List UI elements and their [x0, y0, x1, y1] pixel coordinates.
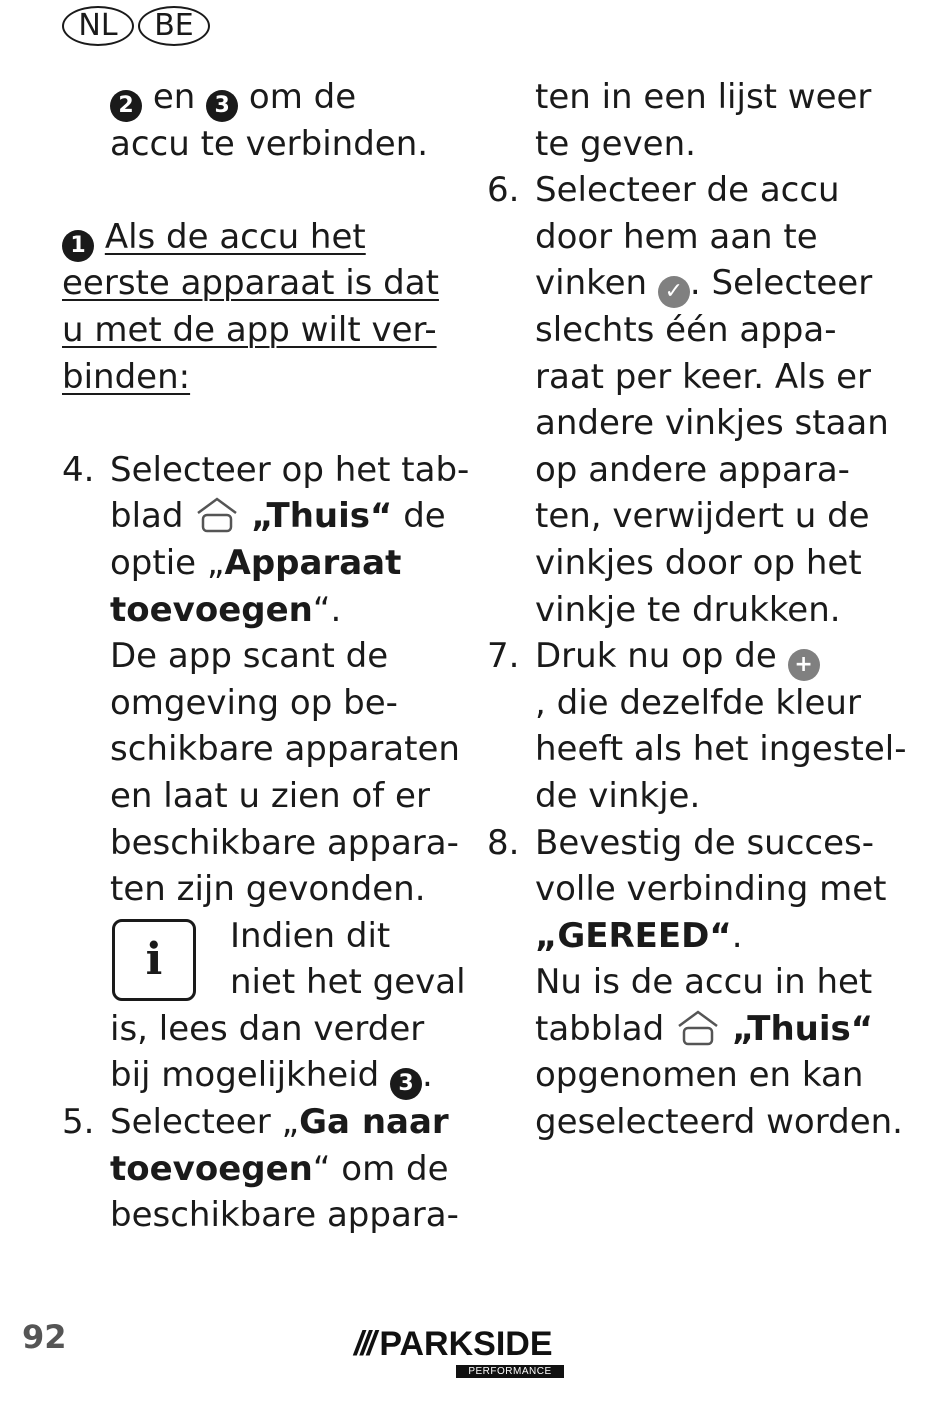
step-6-line: slechts één appa-	[535, 309, 837, 350]
step-8-line	[487, 820, 887, 867]
checkmark-circle-icon: ✓	[658, 276, 690, 308]
home-icon	[194, 495, 240, 535]
step-number: 7.	[487, 636, 520, 677]
step-5-line	[62, 1146, 462, 1193]
step-4-line: is, lees dan verder	[110, 1008, 425, 1049]
step-4-line: en laat u zien of er	[110, 775, 430, 816]
step-4-line: omgeving op be-	[110, 682, 398, 723]
callout-heading	[62, 354, 462, 401]
text: . Selecteer	[689, 263, 873, 304]
circle-3-icon: 3	[206, 90, 238, 122]
info-line: Indien dit	[230, 915, 391, 956]
callout-heading	[62, 307, 462, 354]
logo-performance-tag: PERFORMANCE	[456, 1365, 564, 1378]
left-column	[62, 74, 470, 1239]
logo-brand	[354, 1326, 566, 1362]
continued-line: accu te verbinden.	[110, 123, 429, 164]
text: Druk nu op de	[535, 636, 777, 677]
callout-text: binden:	[62, 356, 191, 397]
bold-text: „Thuis“	[251, 496, 393, 537]
text: Selecteer op het tab-	[110, 449, 470, 490]
text: de	[403, 496, 446, 537]
step-6-line: vinkjes door op het	[535, 542, 862, 583]
language-badge-nl: NL	[62, 6, 134, 46]
circle-3-icon: 3	[390, 1068, 422, 1100]
plus-circle-icon: +	[788, 649, 820, 681]
callout-text: eerste apparaat is dat	[62, 263, 439, 304]
info-note	[62, 913, 466, 1006]
step-4-line: De app scant de	[110, 636, 389, 677]
text: vinken	[535, 263, 648, 304]
callout-text: u met de app wilt ver-	[62, 309, 437, 350]
step-number: 8.	[487, 822, 520, 863]
info-line: niet het geval	[230, 962, 466, 1003]
text: “.	[312, 589, 342, 630]
logo-slashes: ///	[354, 1325, 374, 1363]
circle-2-icon: 2	[110, 90, 142, 122]
parkside-logo	[354, 1326, 566, 1382]
text: Bevestig de succes-	[535, 822, 875, 863]
step-4-line	[62, 1052, 462, 1099]
spacer	[62, 400, 462, 447]
step-8-line	[487, 913, 887, 960]
step-6-line: door hem aan te	[535, 216, 818, 257]
step-4-line	[62, 587, 462, 634]
step-8-line: Nu is de accu in het	[535, 962, 873, 1003]
step-4-line	[62, 540, 462, 587]
bold-text: „Thuis“	[731, 1008, 874, 1049]
step-4-line: beschikbare appara-	[110, 822, 459, 863]
bold-text: Ga naar	[299, 1102, 449, 1143]
text: bij mogelijkheid	[110, 1055, 380, 1096]
step-8-line: geselecteerd worden.	[535, 1102, 903, 1143]
bold-text: Apparaat	[224, 542, 402, 583]
step-8-line: opgenomen en kan	[535, 1055, 864, 1096]
step-6-line: raat per keer. Als er	[535, 356, 871, 397]
spacer	[62, 167, 462, 214]
text: blad	[110, 496, 184, 537]
step-6-line	[487, 260, 887, 307]
callout-heading	[62, 260, 462, 307]
bold-text: toevoegen	[110, 1148, 313, 1189]
text: en	[152, 77, 196, 117]
text: Selecteer „	[110, 1102, 300, 1143]
callout-heading	[62, 214, 462, 261]
step-5-line: beschikbare appara-	[110, 1195, 459, 1236]
step-number: 5.	[62, 1102, 95, 1143]
home-icon	[675, 1008, 721, 1048]
text: .	[731, 915, 743, 956]
step-6-line: ten, verwijdert u de	[535, 496, 870, 537]
step-4-line: schikbare apparaten	[110, 729, 460, 770]
step-number: 4.	[62, 449, 95, 490]
step-6-line	[487, 167, 887, 214]
step-8-line	[487, 1006, 887, 1053]
step-7-line: , die dezelfde kleur	[535, 682, 861, 723]
step-7-line: de vinkje.	[535, 775, 701, 816]
language-badge-be: BE	[138, 6, 210, 46]
text: optie „	[110, 542, 225, 583]
step-4-line: ten zijn gevonden.	[110, 869, 426, 910]
text: tabblad	[535, 1008, 665, 1049]
info-icon: i	[112, 919, 196, 1001]
logo-wordmark: PARKSIDE	[379, 1325, 553, 1363]
callout-text: Als de accu het	[104, 216, 366, 257]
page-number: 92	[22, 1318, 67, 1356]
step-8-line: volle verbinding met	[535, 869, 887, 910]
right-column	[487, 74, 907, 1146]
step-6-line: op andere appara-	[535, 449, 850, 490]
text: .	[422, 1055, 433, 1096]
step-7-line: heeft als het ingestel-	[535, 729, 907, 770]
step-number: 6.	[487, 170, 520, 211]
step-6-line: andere vinkjes staan	[535, 403, 889, 444]
continued-line: ten in een lijst weer	[535, 77, 872, 117]
text: Selecteer de accu	[535, 170, 840, 211]
language-badges	[62, 6, 214, 46]
step-5-line	[62, 1099, 462, 1146]
text: om de	[248, 77, 357, 117]
step-6-line: vinkje te drukken.	[535, 589, 841, 630]
step-7-line	[487, 633, 887, 680]
continued-line: te geven.	[535, 123, 696, 164]
step-4-line	[62, 493, 462, 540]
continued-line	[62, 74, 462, 121]
text: “ om de	[312, 1148, 449, 1189]
circle-1-icon: 1	[62, 230, 94, 262]
bold-text: „GEREED“	[535, 915, 732, 956]
step-4-line	[62, 447, 470, 494]
bold-text: toevoegen	[110, 589, 313, 630]
